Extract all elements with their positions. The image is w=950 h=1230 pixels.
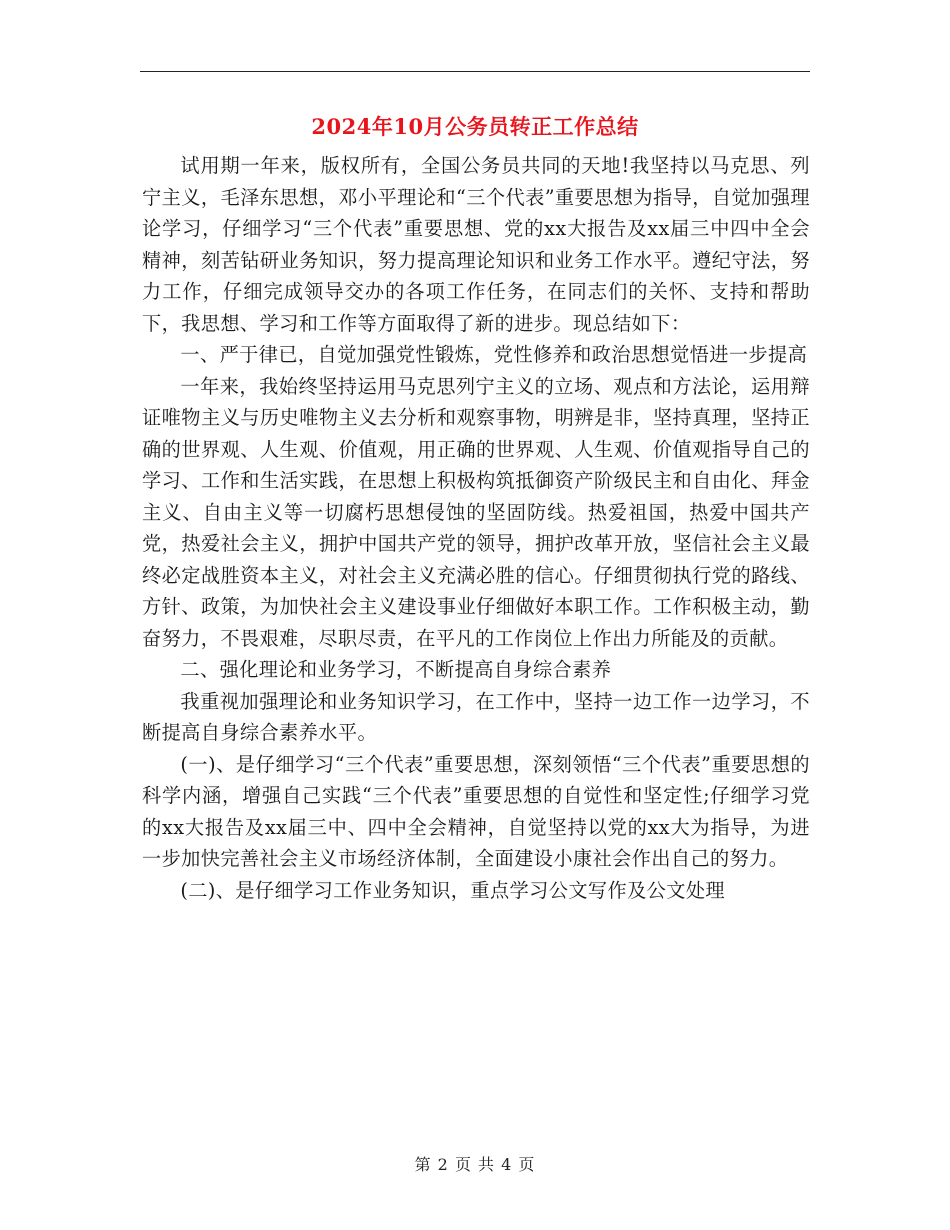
paragraph-item-2: (二)、是仔细学习工作业务知识，重点学习公文写作及公文处理 [180,878,726,902]
section-heading-1: 一、严于律已，自觉加强党性锻炼，党性修养和政治思想觉悟进一步提高 [180,343,808,366]
document-title: 2024年10月公务员转正工作总结 [311,114,639,139]
paragraph-section-1: 一年来，我始终坚持运用马克思列宁主义的立场、观点和方法论，运用辩证唯物主义与历史唯物主义去分析和观察事物，明辨是非，坚持真理，坚持正确的世界观、人生观、价值观，用正确的世界观、人生观、价值观指导自己的学习、工作和生活实践，在思想上积极构筑抵御资产阶级民主和自由化、拜金主义、自由主义等一切腐朽思想侵蚀的坚固防线。热爱祖国，热爱中国共产党，热爱社会主义，拥护中国共产党的领导，拥护改革开放，坚信社会主义最终必定战胜资本主义，对社会主义充满必胜的信心。仔细贯彻执行党的路线、方针、政策，为加快社会主义建设事业仔细做好本职工作。工作积极主动，勤奋努力，不畏艰难，尽职尽责，在平凡的工作岗位上作出力所能及的贡献。 [142,374,810,650]
page-number-footer: 第 2 页 共 4 页 [414,1155,536,1174]
section-heading-2: 二、强化理论和业务学习，不断提高自身综合素养 [180,658,612,681]
paragraph-item-1: (一)、是仔细学习“三个代表”重要思想，深刻领悟“三个代表”重要思想的科学内涵，增强自己实践“三个代表”重要思想的自觉性和坚定性;仔细学习党的xx大报告及xx届三中、四中全会精神，自觉坚持以党的xx大为指导，为进一步加快完善社会主义市场经济体制，全面建设小康社会作出自己的努力。 [142,752,810,870]
paragraph-intro: 试用期一年来，版权所有，全国公务员共同的天地!我坚持以马克思、列宁主义，毛泽东思想，邓小平理论和“三个代表”重要思想为指导，自觉加强理论学习，仔细学习“三个代表”重要思想、党的xx大报告及xx届三中四中全会精神，刻苦钻研业务知识，努力提高理论知识和业务工作水平。遵纪守法，努力工作，仔细完成领导交办的各项工作任务，在同志们的关怀、支持和帮助下，我思想、学习和工作等方面取得了新的进步。现总结如下： [142,154,810,335]
paragraph-section-2: 我重视加强理论和业务知识学习，在工作中，坚持一边工作一边学习，不断提高自身综合素养水平。 [142,689,810,744]
header-rule [140,71,810,72]
document-body [142,150,810,906]
